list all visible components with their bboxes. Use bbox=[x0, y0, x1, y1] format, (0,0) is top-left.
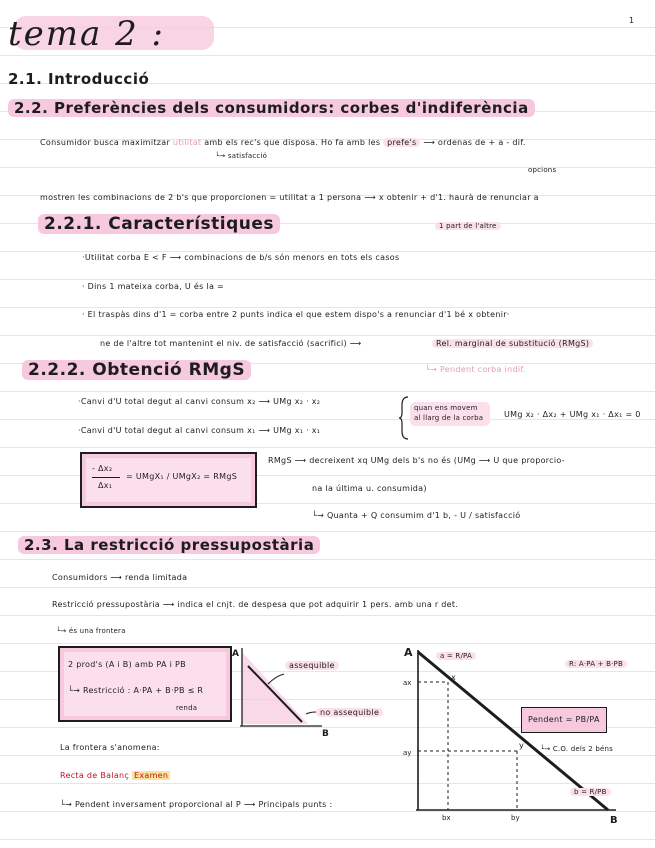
formula-numerator: - Δx₂ bbox=[92, 464, 113, 473]
restriction-box-renda: renda bbox=[176, 704, 198, 712]
label-by: by bbox=[511, 814, 520, 822]
recta-balanc: Recta de Balanç bbox=[60, 771, 130, 780]
obtencio-line-2: ·Canvi d'U total degut al canvi consum x₁ ⟶ UMg x₁ · x₁ bbox=[78, 426, 321, 435]
label-no-assequible-wrap bbox=[316, 708, 383, 717]
characteristic-1: ·Utilitat corba E < F ⟶ combinacions de b/s són menors en tots els casos bbox=[82, 253, 400, 262]
section-2-2-1: 2.2.1. Característiques bbox=[38, 214, 280, 234]
section-2-2-1-wrap bbox=[38, 214, 280, 234]
intro-utilitat: utilitat bbox=[172, 138, 202, 147]
characteristic-4: ne de l'altre tot mantenint el niv. de satisfacció (sacrifici) ⟶ bbox=[100, 339, 362, 348]
obtencio-line-1: ·Canvi d'U total degut al canvi consum x₂ ⟶ UMg x₂ · x₂ bbox=[78, 397, 321, 406]
pendent-box bbox=[521, 707, 607, 733]
label-assequible: assequible bbox=[285, 661, 339, 670]
small-axis-a: A bbox=[232, 649, 239, 659]
intro-line-1 bbox=[40, 138, 526, 147]
characteristic-3: · El traspàs dins d'1 = corba entre 2 punts indica el que estem dispo's a renunciar d'1 bé x obtenir· bbox=[82, 310, 510, 319]
rmgs-line-3: └→ Quanta + Q consumim d'1 b, - U / satisfacció bbox=[312, 511, 521, 520]
pendent-indif: └→ Pendent corba indif. bbox=[425, 365, 526, 374]
point-x-label: x bbox=[451, 673, 456, 682]
section-2-2-2-wrap bbox=[22, 360, 251, 380]
characteristic-2: · Dins 1 mateixa corba, U és la = bbox=[82, 282, 224, 291]
brace-note: quan ens movem al llarg de la corba bbox=[410, 402, 490, 426]
restriccio-line-2: Restricció pressupostària ⟶ indica el cnjt. de despesa que pot adquirir 1 pers. amb una r det. bbox=[52, 600, 459, 609]
small-budget-graph bbox=[230, 644, 405, 740]
obtencio-equation: UMg x₂ · Δx₂ + UMg x₁ · Δx₁ = 0 bbox=[504, 410, 641, 419]
arrow-assequible bbox=[268, 674, 284, 684]
intro-part: 1 part de l'altre bbox=[435, 222, 501, 230]
section-2-2: 2.2. Preferències dels consumidors: corbes d'indiferència bbox=[8, 99, 535, 117]
rmgs-line-2: na la última u. consumida) bbox=[312, 484, 427, 493]
fraction-line bbox=[92, 477, 120, 478]
formula-rest: = UMgX₁ / UMgX₂ = RMgS bbox=[126, 472, 238, 481]
rms-label: Rel. marginal de substitució (RMgS) bbox=[432, 339, 593, 348]
intro-text-b: amb els rec's que disposa. Ho fa amb les bbox=[204, 138, 381, 147]
rmgs-line-1: RMgS ⟶ decreixent xq UMg dels b's no és (UMg ⟶ U que proporcio- bbox=[268, 456, 565, 465]
restriction-box bbox=[58, 646, 232, 722]
section-2-1: 2.1. Introducció bbox=[8, 70, 150, 88]
co-note: └→ C.O. dels 2 béns bbox=[540, 745, 613, 753]
section-2-3-wrap bbox=[18, 535, 320, 554]
label-bx: bx bbox=[442, 814, 451, 822]
frontera-line: La frontera s'anomena: bbox=[60, 743, 160, 752]
section-2-3: 2.3. La restricció pressupostària bbox=[18, 536, 320, 554]
page-title: tema 2 : bbox=[8, 14, 165, 54]
small-axis-b: B bbox=[322, 729, 329, 739]
section-2-2-2: 2.2.2. Obtenció RMgS bbox=[22, 360, 251, 380]
formula-box bbox=[80, 452, 257, 508]
label-a-wrap bbox=[436, 652, 476, 660]
label-equation-r: R: A·PA + B·PB bbox=[565, 660, 627, 668]
label-ax: ax bbox=[403, 679, 412, 687]
rms-label-wrap bbox=[432, 339, 593, 348]
point-y-label: y bbox=[519, 741, 524, 750]
big-axis-a: A bbox=[404, 646, 413, 659]
label-no-assequible: no assequible bbox=[316, 708, 383, 717]
section-2-2-wrap bbox=[8, 98, 535, 117]
intro-satisfaccio: └→ satisfacció bbox=[215, 152, 268, 160]
arrow-no-assequible bbox=[306, 712, 316, 714]
restriction-box-line-2: └→ Restricció : A·PA + B·PB ≤ R bbox=[68, 686, 204, 695]
restriction-box-line-1: 2 prod's (A i B) amb PA i PB bbox=[68, 660, 186, 669]
intro-opcions: opcions bbox=[528, 166, 557, 174]
intro-prefs: prefe's bbox=[383, 138, 420, 147]
big-axis-b: B bbox=[610, 815, 618, 825]
label-a: a = R/PA bbox=[436, 652, 476, 660]
intro-line-3: mostren les combinacions de 2 b's que proporcionen = utilitat a 1 persona ⟶ x obtenir + d'1. haurà de renunciar a bbox=[40, 193, 539, 202]
label-b: b = R/PB bbox=[570, 788, 611, 796]
pendent-line: └→ Pendent inversament proporcional al P ⟶ Principals punts : bbox=[60, 800, 333, 809]
page-number: 1 bbox=[629, 16, 635, 25]
label-ay: ay bbox=[403, 749, 412, 757]
formula-denominator: Δx₁ bbox=[98, 481, 113, 490]
restriccio-line-1: Consumidors ⟶ renda limitada bbox=[52, 573, 188, 582]
intro-text-c: ⟶ ordenas de + a - dif. bbox=[423, 138, 526, 147]
recta-line bbox=[60, 771, 170, 780]
intro-text-a: Consumidor busca maximitzar bbox=[40, 138, 171, 147]
examen-tag: Examen bbox=[133, 771, 169, 780]
title-block bbox=[8, 14, 270, 54]
pendent-formula: Pendent = PB/PA bbox=[528, 715, 600, 724]
label-assequible-wrap bbox=[285, 661, 339, 670]
label-b-wrap bbox=[570, 788, 611, 796]
restriccio-line-3: └→ és una frontera bbox=[56, 627, 126, 635]
